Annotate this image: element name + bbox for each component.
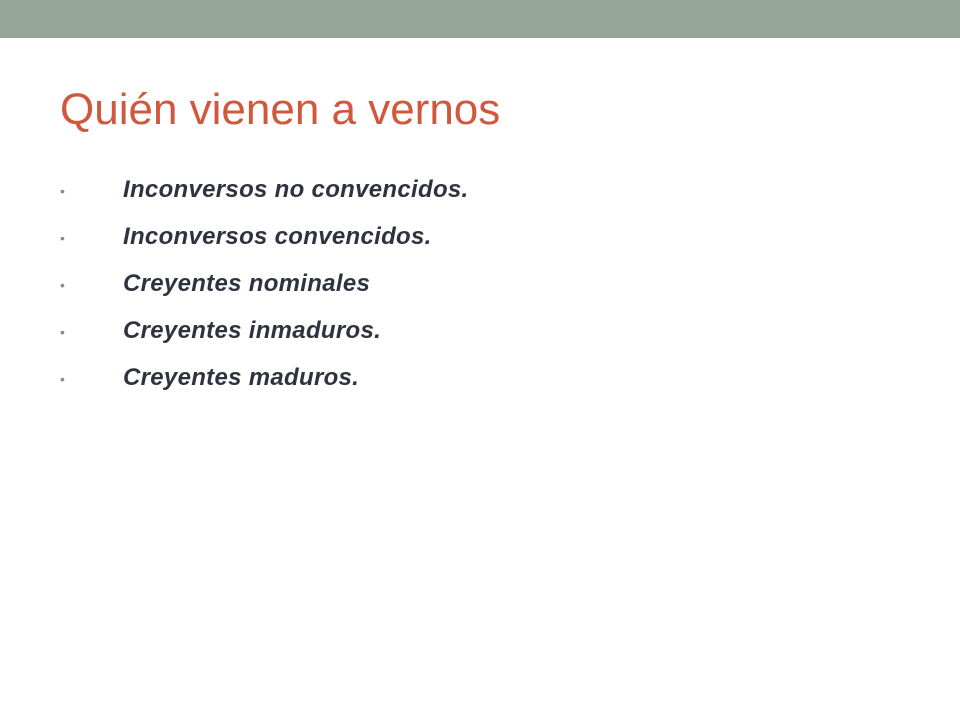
bullet-text: Inconversos no convencidos. <box>123 176 469 203</box>
bullet-icon: • <box>60 324 65 340</box>
slide-title: Quién vienen a vernos <box>60 85 501 134</box>
bullet-icon: • <box>60 277 65 293</box>
bullet-text: Inconversos convencidos. <box>123 223 432 250</box>
bullet-text: Creyentes maduros. <box>123 364 360 391</box>
top-accent-bar <box>0 0 960 38</box>
bullet-text: Creyentes inmaduros. <box>123 317 382 344</box>
bullet-text: Creyentes nominales <box>123 270 371 297</box>
bullet-icon: • <box>60 230 65 246</box>
bullet-icon: • <box>60 183 65 199</box>
bullet-icon: • <box>60 371 65 387</box>
